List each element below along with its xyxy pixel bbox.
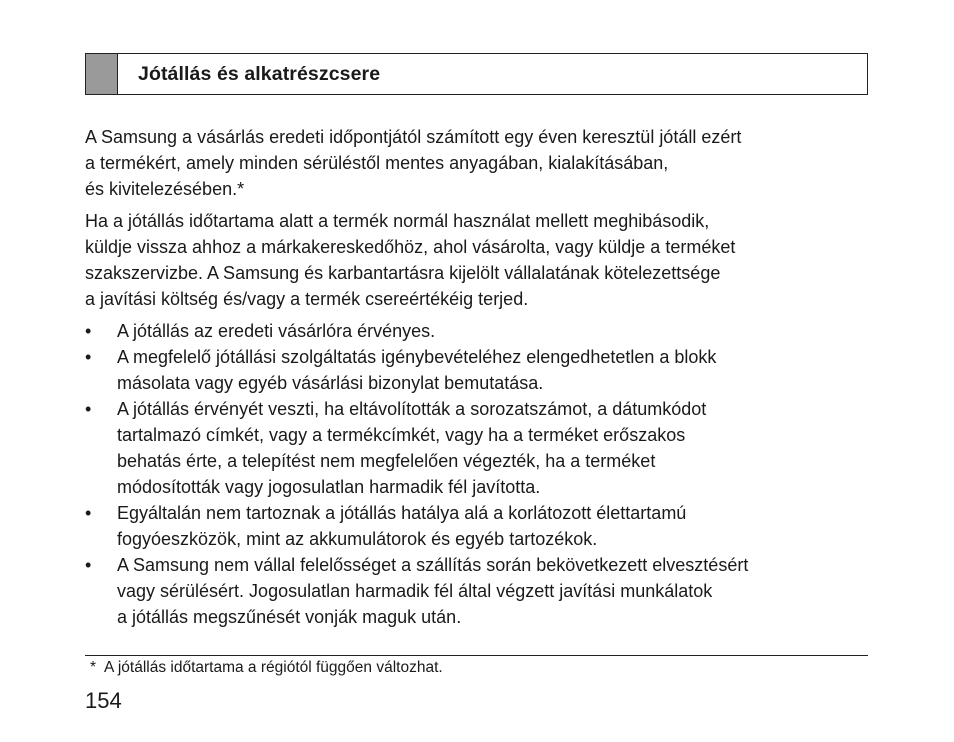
list-item-text: A megfelelő jótállási szolgáltatás igénybevételéhez elengedhetetlen a blokk másolata vagy egyéb vásárlási bizonylat bemutatása. <box>117 347 717 393</box>
list-item <box>85 396 875 500</box>
footnote <box>90 657 443 679</box>
bullet-marker: • <box>85 321 92 341</box>
list-item <box>85 318 875 344</box>
list-item-text: Egyáltalán nem tartoznak a jótállás hatálya alá a korlátozott élettartamú fogyóeszközök, mint az akkumulátorok és egyéb tartozékok. <box>117 503 687 549</box>
heading-tab-marker <box>86 54 118 94</box>
section-heading-box <box>85 53 868 95</box>
page-title: Jótállás és alkatrészcsere <box>138 62 381 85</box>
list-item-text: A jótállás érvényét veszti, ha eltávolították a sorozatszámot, a dátumkódot tartalmazó címkét, vagy a termékcímkét, vagy ha a terméket erőszakos behatás érte, a telepítést nem megfelelően végezték, ha a terméket módosították vagy jogosulatlan harmadik fél javította. <box>117 399 707 497</box>
paragraph-2: Ha a jótállás időtartama alatt a termék normál használat mellett meghibásodik, küldje vissza ahhoz a márkakereskedőhöz, ahol vásárolta, vagy küldje a terméket szakszervizbe. A Samsung és karbantartásra kijelölt vállalatának kötelezettsége a javítási költség és/vagy a termék csereértékéig terjed. <box>85 211 736 309</box>
list-item-text: A Samsung nem vállal felelősséget a szállítás során bekövetkezett elvesztésért vagy sérülésért. Jogosulatlan harmadik fél által végzett javítási munkálatok a jótállás megszűnését vonják maguk után. <box>117 555 749 627</box>
footnote-divider <box>85 655 868 656</box>
page-number: 154 <box>85 688 122 713</box>
footnote-marker: * <box>90 659 97 676</box>
list-item <box>85 344 875 396</box>
list-item-text: A jótállás az eredeti vásárlóra érvényes. <box>117 321 436 341</box>
bullet-marker: • <box>85 347 92 367</box>
bullet-marker: • <box>85 555 92 575</box>
paragraph-1: A Samsung a vásárlás eredeti időpontjától számított egy éven keresztül jótáll ezért a termékért, amely minden sérüléstől mentes anyagában, kialakításában, és kivitelezésében.* <box>85 127 742 199</box>
list-item <box>85 500 875 552</box>
bullet-list <box>85 318 875 630</box>
body-content <box>85 124 875 630</box>
list-item <box>85 552 875 630</box>
footnote-text: A jótállás időtartama a régiótól függően változhat. <box>104 659 443 676</box>
bullet-marker: • <box>85 503 92 523</box>
bullet-marker: • <box>85 399 92 419</box>
